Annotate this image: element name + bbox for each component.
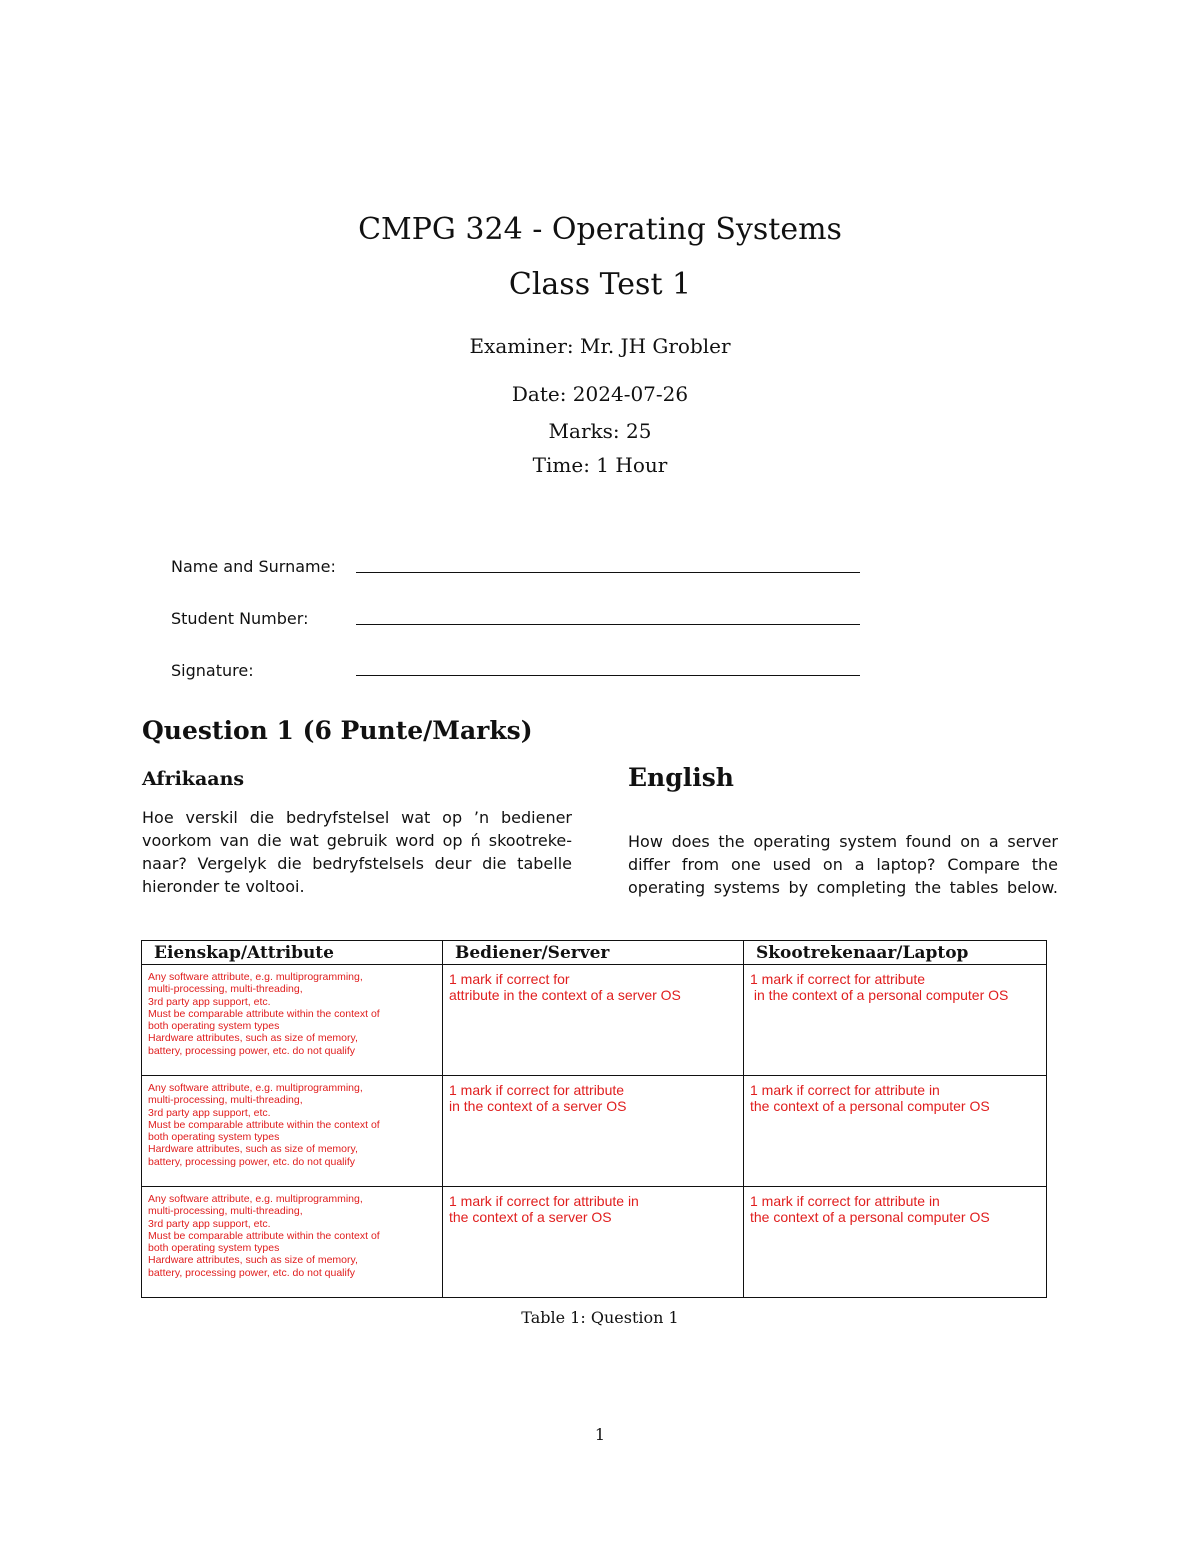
student-number-line[interactable] [356, 624, 860, 625]
laptop-answer-cell[interactable] [744, 965, 1047, 1076]
english-question-text [628, 830, 1058, 899]
answer-line: attribute in the context of a server OS [449, 987, 681, 1003]
table-row [142, 965, 1047, 1076]
signature-line[interactable] [356, 675, 860, 676]
answer-line: battery, processing power, etc. do not qualify [148, 1044, 356, 1057]
answer-line: 1 mark if correct for attribute in [750, 1082, 940, 1098]
answer-line: Hardware attributes, such as size of memory, [148, 1032, 358, 1045]
column-header-laptop: Skootrekenaar/Laptop [744, 941, 1047, 965]
answer-line: Must be comparable attribute within the context of [148, 1007, 380, 1020]
english-line: differ from one used on a laptop? Compare the [628, 855, 1058, 874]
table-caption: Table 1: Question 1 [521, 1308, 679, 1327]
page-number: 1 [594, 1425, 606, 1444]
name-surname-label: Name and Surname: [171, 557, 336, 576]
afrikaans-line: voorkom van die wat gebruik word op ń skootreke- [142, 831, 572, 850]
answer-line: the context of a personal computer OS [750, 1098, 990, 1114]
server-answer-cell[interactable] [443, 1187, 744, 1298]
column-header-attribute: Eienskap/Attribute [142, 941, 443, 965]
answer-line: 3rd party app support, etc. [148, 995, 271, 1008]
table-header-row [142, 941, 1047, 965]
answer-line: Any software attribute, e.g. multiprogramming, [148, 1082, 363, 1094]
answer-line: battery, processing power, etc. do not qualify [148, 1266, 356, 1279]
afrikaans-line: naar? Vergelyk die bedryfstelsels deur die tabelle [142, 854, 572, 873]
test-title: Class Test 1 [508, 267, 692, 302]
afrikaans-line: Hoe verskil die bedryfstelsel wat op ’n bediener [142, 808, 572, 827]
table-row [142, 1187, 1047, 1298]
question-1-table [141, 940, 1047, 1298]
answer-line: in the context of a personal computer OS [750, 987, 1009, 1003]
answer-line: Any software attribute, e.g. multiprogramming, [148, 971, 363, 983]
answer-line: Any software attribute, e.g. multiprogramming, [148, 1193, 363, 1205]
question-1-heading: Question 1 (6 Punte/Marks) [142, 716, 533, 745]
name-surname-line[interactable] [356, 572, 860, 573]
laptop-answer-cell[interactable] [744, 1187, 1047, 1298]
attribute-answer-cell[interactable] [142, 1187, 443, 1298]
answer-line: Must be comparable attribute within the context of [148, 1118, 380, 1131]
answer-line: 1 mark if correct for [449, 971, 570, 987]
afrikaans-line: hieronder te voltooi. [142, 877, 305, 896]
answer-line: Hardware attributes, such as size of memory, [148, 1254, 358, 1267]
attribute-answer-cell[interactable] [142, 1076, 443, 1187]
afrikaans-heading: Afrikaans [142, 768, 245, 790]
english-line: operating systems by completing the tables below. [628, 878, 1058, 897]
answer-line: 3rd party app support, etc. [148, 1106, 271, 1119]
answer-line: both operating system types [148, 1131, 280, 1144]
answer-line: the context of a server OS [449, 1209, 612, 1225]
answer-line: the context of a personal computer OS [750, 1209, 990, 1225]
time-text: Time: 1 Hour [532, 453, 668, 477]
answer-line: in the context of a server OS [449, 1098, 627, 1114]
course-title: CMPG 324 - Operating Systems [358, 212, 842, 247]
answer-line: both operating system types [148, 1020, 280, 1033]
answer-line: 3rd party app support, etc. [148, 1217, 271, 1230]
examiner-text: Examiner: Mr. JH Grobler [469, 334, 731, 358]
answer-line: Must be comparable attribute within the context of [148, 1229, 380, 1242]
laptop-answer-cell[interactable] [744, 1076, 1047, 1187]
answer-line: multi-processing, multi-threading, [148, 1094, 303, 1107]
answer-line: both operating system types [148, 1242, 280, 1255]
answer-line: Hardware attributes, such as size of memory, [148, 1143, 358, 1156]
english-line: How does the operating system found on a server [628, 832, 1058, 851]
afrikaans-question-text [142, 806, 572, 898]
answer-line: 1 mark if correct for attribute in [449, 1193, 639, 1209]
answer-line: 1 mark if correct for attribute [750, 971, 926, 987]
answer-line: multi-processing, multi-threading, [148, 1205, 303, 1218]
table-row [142, 1076, 1047, 1187]
english-heading: English [628, 763, 734, 792]
answer-line: battery, processing power, etc. do not qualify [148, 1155, 356, 1168]
signature-label: Signature: [171, 661, 254, 680]
column-header-server: Bediener/Server [443, 941, 744, 965]
marks-text: Marks: 25 [548, 419, 652, 443]
answer-line: 1 mark if correct for attribute [449, 1082, 625, 1098]
answer-line: multi-processing, multi-threading, [148, 983, 303, 996]
server-answer-cell[interactable] [443, 965, 744, 1076]
answer-line: 1 mark if correct for attribute in [750, 1193, 940, 1209]
student-number-label: Student Number: [171, 609, 309, 628]
attribute-answer-cell[interactable] [142, 965, 443, 1076]
date-text: Date: 2024-07-26 [511, 382, 689, 406]
server-answer-cell[interactable] [443, 1076, 744, 1187]
